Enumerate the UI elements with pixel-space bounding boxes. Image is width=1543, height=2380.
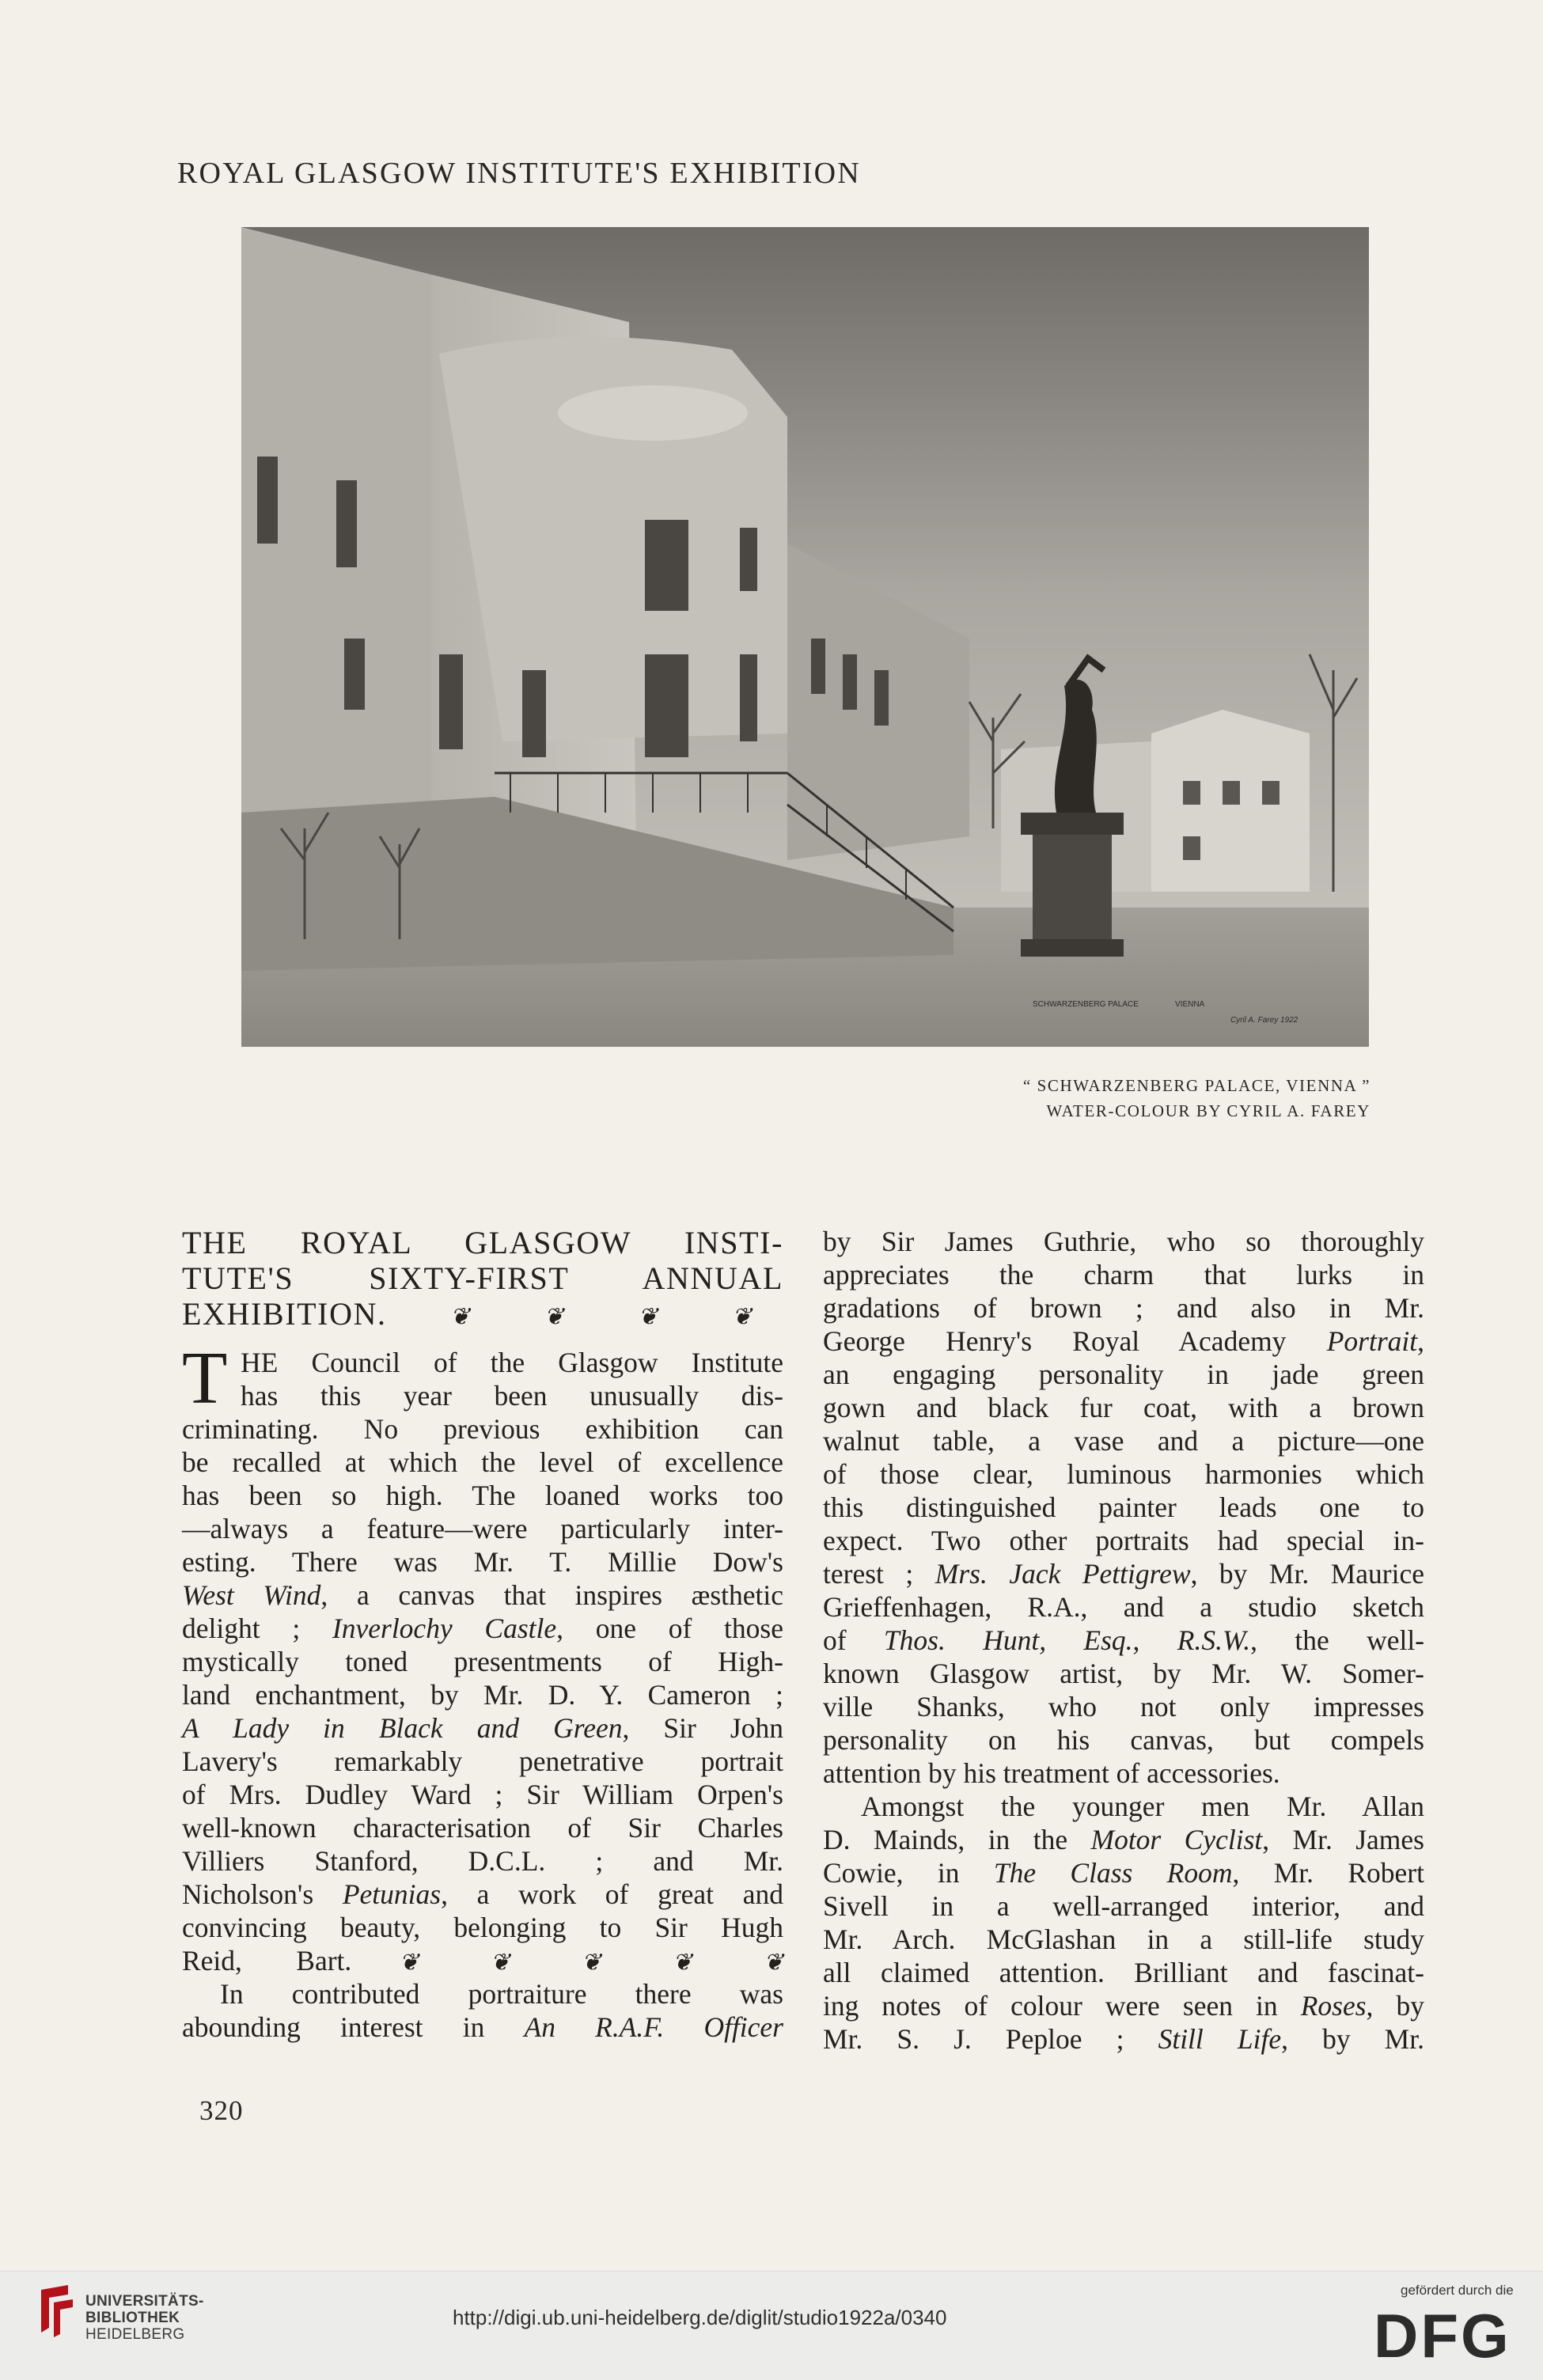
- text-line: appreciates the charm that lurks in: [823, 1259, 1424, 1290]
- illustration-plate: [241, 227, 1369, 1047]
- ornament-icon: ❦: [638, 1304, 659, 1330]
- text-line: HE Council of the Glasgow Institute: [241, 1347, 783, 1378]
- text-line: known Glasgow artist, by Mr. W. Somer-: [823, 1658, 1424, 1689]
- text-line: terest ; Mrs. Jack Pettigrew, by Mr. Maurice: [823, 1558, 1425, 1590]
- text-line: attention by his treatment of accessories.: [823, 1757, 1280, 1789]
- artwork-title: Portrait: [1326, 1325, 1418, 1357]
- caption-title: “ SCHWARZENBERG PALACE, VIENNA ”: [1022, 1076, 1371, 1095]
- text-line: this distinguished painter leads one to: [823, 1491, 1424, 1523]
- text-line: Sivell in a well-arranged interior, and: [823, 1890, 1424, 1922]
- text-line: has this year been unusually dis-: [241, 1380, 783, 1412]
- text-line: [182, 1944, 783, 1977]
- library-name[interactable]: [85, 2293, 204, 2343]
- text-line: criminating. No previous exhibition can: [182, 1413, 783, 1445]
- ornament-icon: ❦: [731, 1304, 753, 1330]
- artwork-title: Roses: [1300, 1990, 1367, 2022]
- library-logo-icon[interactable]: [36, 2283, 78, 2343]
- text-line: Amongst the younger men Mr. Allan: [861, 1791, 1424, 1822]
- text-line: Nicholson's Petunias, a work of great and: [182, 1878, 783, 1910]
- text-line: D. Mainds, in the Motor Cyclist, Mr. James: [823, 1824, 1424, 1855]
- text-line: an engaging personality in jade green: [823, 1359, 1424, 1390]
- library-name-line-2: BIBLIOTHEK: [85, 2310, 180, 2326]
- plate-inscription-1: SCHWARZENBERG PALACE: [1033, 1000, 1139, 1009]
- drop-cap: T: [182, 1337, 228, 1419]
- page-number: 320: [199, 2095, 244, 2126]
- artwork-title: A Lady in Black and Green: [182, 1712, 623, 1744]
- right-column: [823, 1225, 1424, 2056]
- funding-note: gefördert durch die: [1401, 2283, 1514, 2298]
- artwork-title: Mrs. Jack Pettigrew: [935, 1558, 1191, 1590]
- text-line: of Mrs. Dudley Ward ; Sir William Orpen's: [182, 1779, 783, 1810]
- text-line: ville Shanks, who not only impresses: [823, 1691, 1424, 1722]
- artwork-title: An R.A.F. Officer: [524, 2011, 783, 2043]
- artwork-title: Motor Cyclist: [1090, 1824, 1263, 1855]
- text-line: Mr. S. J. Peploe ; Still Life, by Mr.: [823, 2023, 1424, 2055]
- library-name-line-3: HEIDELBERG: [85, 2326, 185, 2343]
- text-fragment: Reid, Bart.: [182, 1945, 352, 1976]
- text-line: Cowie, in The Class Room, Mr. Robert: [823, 1857, 1424, 1889]
- text-line: Grieffenhagen, R.A., and a studio sketch: [823, 1591, 1424, 1623]
- artwork-title: Still Life: [1158, 2023, 1282, 2055]
- text-line: mystically toned presentments of High-: [182, 1646, 783, 1677]
- text-line: well-known characterisation of Sir Charles: [182, 1812, 783, 1844]
- palace-watercolour: [241, 227, 1369, 1047]
- caption-credit: WATER-COLOUR BY CYRIL A. FAREY: [1046, 1101, 1371, 1120]
- text-line: abounding interest in An R.A.F. Officer: [182, 2011, 783, 2043]
- running-head: ROYAL GLASGOW INSTITUTE'S EXHIBITION: [177, 157, 861, 190]
- article-heading-line-3: [182, 1296, 783, 1332]
- text-line: personality on his canvas, but compels: [823, 1724, 1424, 1756]
- ornament-icon: ❦: [581, 1950, 601, 1976]
- plate-signature: Cyril A. Farey 1922: [1230, 1016, 1298, 1025]
- ornament-icon: ❦: [490, 1950, 510, 1976]
- permalink[interactable]: http://digi.ub.uni-heidelberg.de/diglit/studio1922a/0340: [453, 2306, 947, 2329]
- text-line: Mr. Arch. McGlashan in a still-life study: [823, 1923, 1424, 1955]
- plate-inscription-2: VIENNA: [1175, 1000, 1205, 1009]
- text-line: Lavery's remarkably penetrative portrait: [182, 1745, 783, 1777]
- artwork-title: Petunias: [342, 1878, 442, 1910]
- text-line: George Henry's Royal Academy Portrait,: [823, 1325, 1424, 1357]
- text-line: ing notes of colour were seen in Roses, by: [823, 1990, 1424, 2022]
- text-line: A Lady in Black and Green, Sir John: [182, 1712, 783, 1744]
- ornament-icon: ❦: [449, 1304, 472, 1330]
- ornament-icon: ❦: [399, 1950, 419, 1976]
- text-line: In contributed portraiture there was: [220, 1978, 783, 2010]
- text-line: delight ; Inverlochy Castle, one of those: [182, 1613, 783, 1644]
- artwork-title: West Wind: [182, 1579, 321, 1611]
- heading-text: EXHIBITION.: [182, 1296, 387, 1332]
- artwork-title: R.S.W.: [1177, 1624, 1251, 1656]
- text-line: gown and black fur coat, with a brown: [823, 1392, 1424, 1423]
- text-line: land enchantment, by Mr. D. Y. Cameron ;: [182, 1679, 783, 1711]
- ornament-icon: ❦: [544, 1304, 566, 1330]
- text-line: all claimed attention. Brilliant and fascinat-: [823, 1957, 1424, 1988]
- text-line: West Wind, a canvas that inspires æsthetic: [182, 1579, 783, 1611]
- library-name-line-1: UNIVERSITÄTS-: [85, 2293, 204, 2310]
- artwork-title: Inverlochy Castle: [332, 1613, 557, 1644]
- text-line: expect. Two other portraits had special in-: [823, 1525, 1424, 1556]
- text-line: has been so high. The loaned works too: [182, 1480, 783, 1511]
- text-line: gradations of brown ; and also in Mr.: [823, 1292, 1424, 1324]
- ornament-icon: ❦: [763, 1950, 783, 1976]
- text-line: —always a feature—were particularly inter-: [182, 1513, 783, 1544]
- text-line: walnut table, a vase and a picture—one: [823, 1425, 1424, 1457]
- text-line: Villiers Stanford, D.C.L. ; and Mr.: [182, 1845, 783, 1877]
- text-line: convincing beauty, belonging to Sir Hugh: [182, 1912, 783, 1943]
- article-heading-line-1: THE ROYAL GLASGOW INSTI-: [182, 1225, 783, 1260]
- text-line: of Thos. Hunt, Esq., R.S.W., the well-: [823, 1624, 1425, 1656]
- ornament-icon: ❦: [672, 1950, 692, 1976]
- text-line: of those clear, luminous harmonies which: [823, 1458, 1424, 1490]
- text-line: esting. There was Mr. T. Millie Dow's: [182, 1546, 783, 1578]
- dfg-logo[interactable]: DFG: [1374, 2301, 1511, 2371]
- artwork-title: The Class Room: [993, 1857, 1233, 1889]
- article-heading-line-2: TUTE'S SIXTY-FIRST ANNUAL: [182, 1260, 783, 1296]
- opening-paragraph: [182, 1337, 783, 2044]
- plate-caption: [817, 1073, 1371, 1124]
- text-line: be recalled at which the level of excellence: [182, 1446, 783, 1478]
- artwork-title: Thos. Hunt, Esq.: [883, 1624, 1133, 1656]
- left-column: [182, 1225, 783, 2044]
- text-line: by Sir James Guthrie, who so thoroughly: [823, 1226, 1424, 1257]
